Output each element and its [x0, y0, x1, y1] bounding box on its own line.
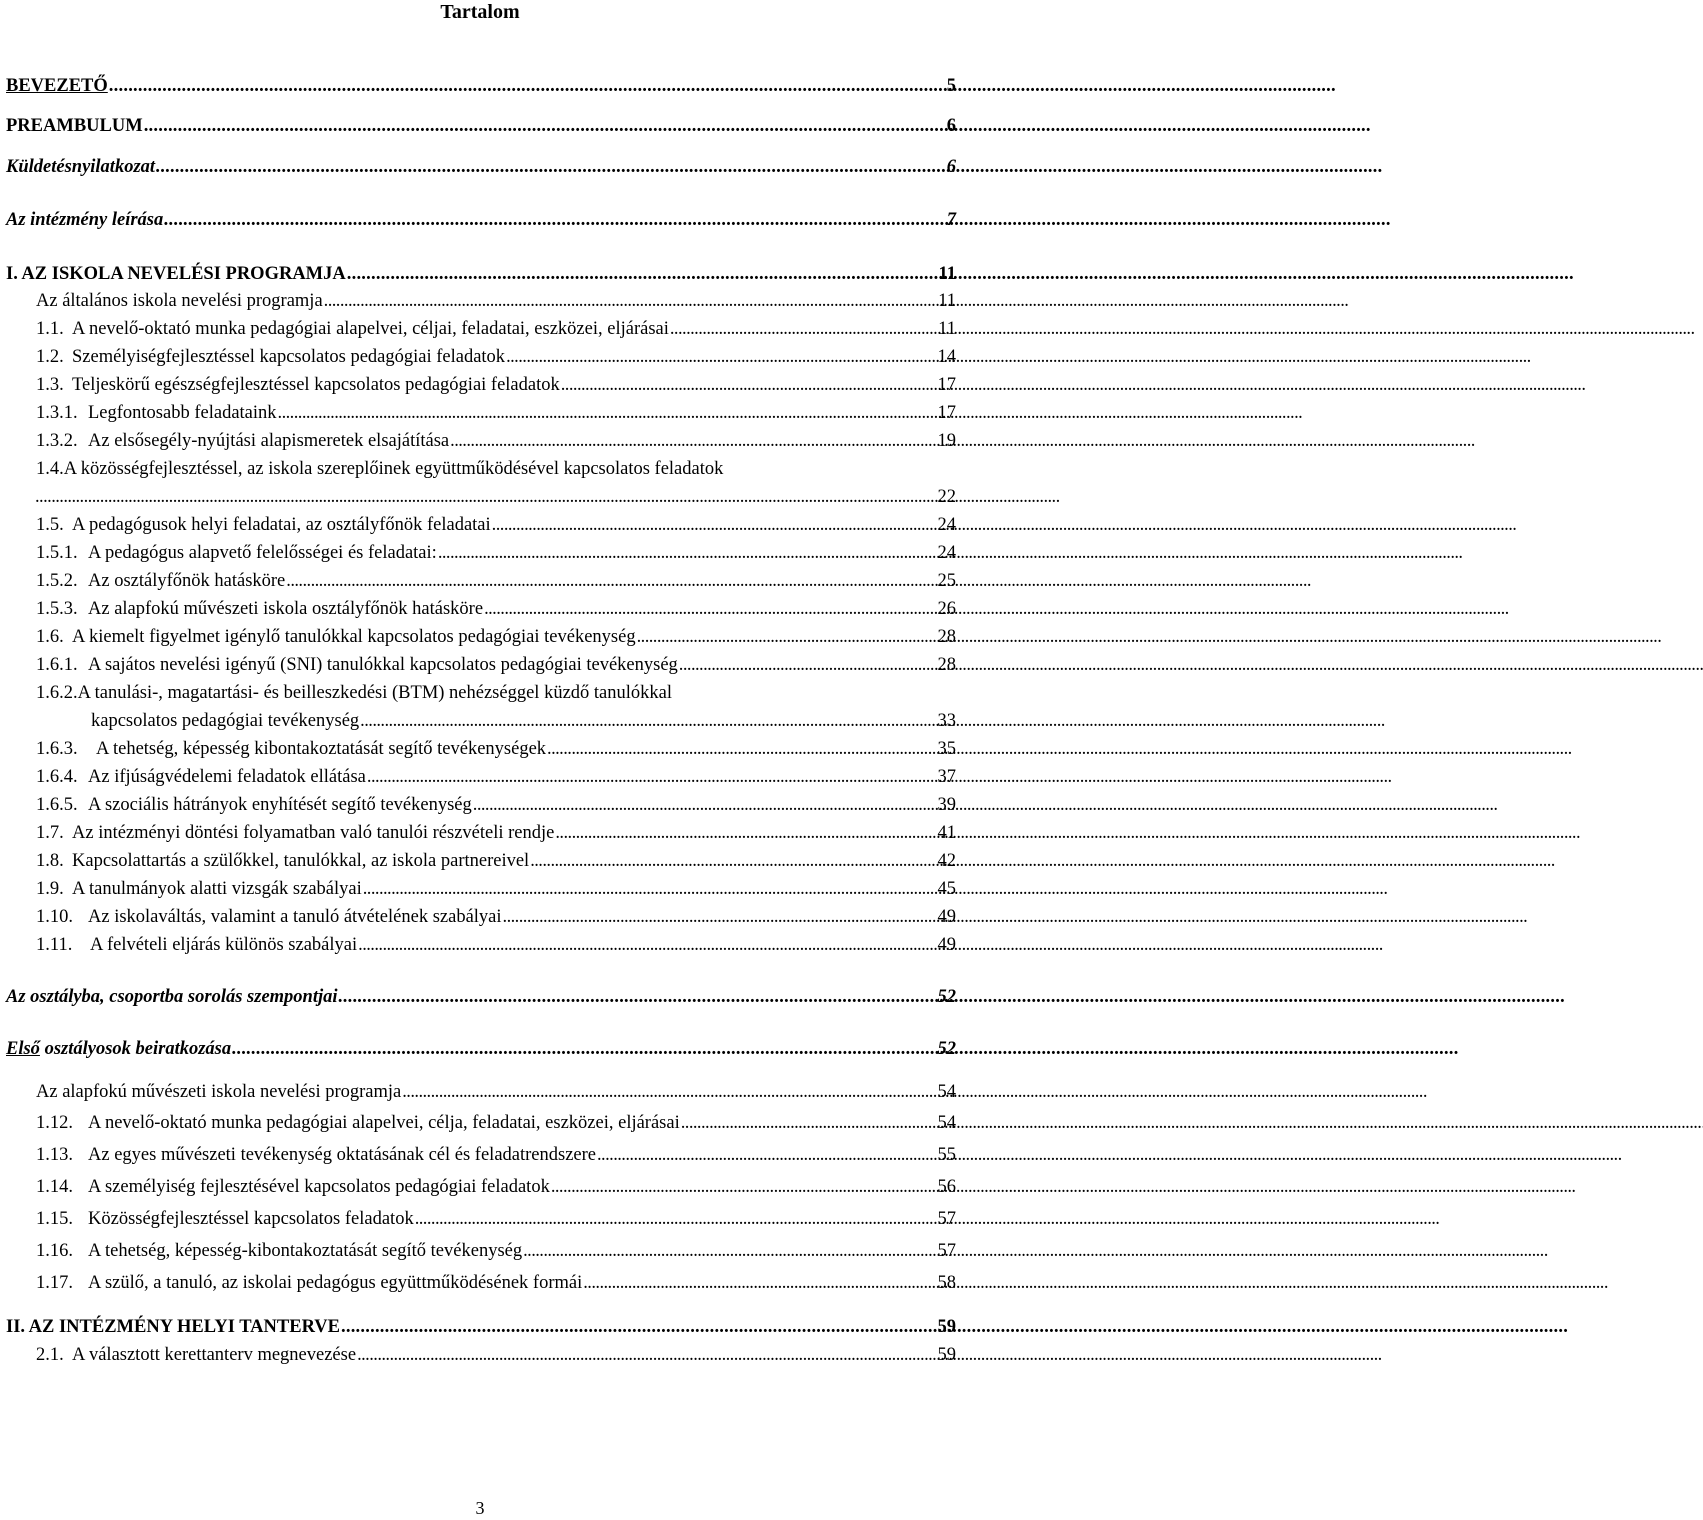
toc-page-number: 22 [937, 487, 956, 507]
toc-entry-text: Az általános iskola nevelési programja [36, 291, 323, 311]
toc-entry-text: Kapcsolattartás a szülőkkel, tanulókkal, az iskola partnereivel [72, 851, 530, 871]
toc-entry-1-14[interactable] [36, 1175, 956, 1199]
toc-leader-dots [358, 933, 936, 957]
toc-page-number: 55 [937, 1145, 956, 1165]
toc-page-number: 54 [937, 1082, 956, 1102]
toc-leader-dots [360, 709, 936, 733]
toc-leader-dots [583, 1271, 936, 1295]
toc-entry-number: 1.5.1. [36, 543, 78, 563]
toc-page-number: 37 [937, 767, 956, 787]
toc-leader-dots [156, 155, 946, 179]
toc-entry-1-6-2-continuation[interactable] [91, 709, 956, 733]
toc-leader-dots [597, 1143, 937, 1167]
toc-leader-dots [530, 849, 936, 873]
toc-entry-number: 1.14. [36, 1177, 73, 1197]
toc-page-number: 35 [937, 739, 956, 759]
toc-leader-dots [402, 1080, 936, 1104]
toc-leader-dots [144, 114, 946, 138]
toc-entry-number: 1.7. [36, 823, 64, 843]
toc-entry-kuldetesnyilatkozat[interactable] [6, 155, 956, 179]
toc-entry-alapfoku-muveszeti[interactable] [36, 1080, 956, 1104]
toc-entry-text: Személyiségfejlesztéssel kapcsolatos pedagógiai feladatok [72, 347, 506, 367]
toc-entry-text: Az iskolaváltás, valamint a tanuló átvételének szabályai [88, 907, 502, 927]
toc-entry-elso-osztalyosok[interactable] [6, 1037, 956, 1061]
toc-entry-text: A tanulmányok alatti vizsgák szabályai [72, 879, 362, 899]
toc-entry-text: Legfontosabb feladataink [88, 403, 277, 423]
toc-leader-dots [363, 877, 937, 901]
toc-entry-text: Az intézmény leírása [6, 210, 164, 230]
toc-entry-1-6-4[interactable] [36, 765, 956, 789]
toc-entry-bevezeto[interactable] [6, 74, 956, 98]
toc-leader-dots [637, 625, 937, 649]
toc-leader-dots [506, 345, 936, 369]
toc-entry-number: 1.3.2. [36, 431, 78, 451]
toc-entry-osztalyba-sorolas[interactable] [6, 985, 956, 1009]
toc-entry-1-4[interactable] [36, 457, 723, 481]
toc-page-number: 52 [937, 987, 956, 1007]
toc-entry-text: A tanulási-, magatartási- és beilleszkedési (BTM) nehézséggel küzdő tanulókkal [77, 683, 673, 703]
toc-entry-number: 1.3.1. [36, 403, 78, 423]
toc-entry-text: Az egyes művészeti tevékenység oktatásának cél és feladatrendszere [88, 1145, 596, 1165]
toc-leader-dots [555, 821, 936, 845]
toc-page-number: 41 [937, 823, 956, 843]
toc-entry-number: 1.6.3. [36, 739, 78, 759]
toc-page-number: 59 [937, 1345, 956, 1365]
toc-entry-1-1[interactable] [36, 317, 956, 341]
toc-entry-text: A felvételi eljárás különös szabályai [90, 935, 358, 955]
toc-entry-number: 1.17. [36, 1273, 73, 1293]
toc-leader-dots [324, 289, 938, 313]
toc-entry-text-underlined: Első [6, 1039, 40, 1059]
toc-entry-text-rest: osztályosok beiratkozása [39, 1039, 232, 1059]
toc-leader-dots [670, 317, 937, 341]
toc-page-number: 57 [937, 1241, 956, 1261]
toc-entry-1-7[interactable] [36, 821, 956, 845]
toc-page-number: 11 [938, 291, 956, 311]
toc-entry-number: 1.6.1. [36, 655, 78, 675]
toc-entry-text: Az alapfokú művészeti iskola osztályfőnök hatásköre [88, 599, 484, 619]
toc-entry-text: A nevelő-oktató munka pedagógiai alapelvei, céljai, feladatai, eszközei, eljárásai [72, 319, 669, 339]
toc-entry-text: A tehetség, képesség kibontakoztatását segítő tevékenységek [96, 739, 547, 759]
toc-leader-dots [450, 429, 936, 453]
toc-entry-text: Küldetésnyilatkozat [6, 157, 156, 177]
toc-entry-text: A nevelő-oktató munka pedagógiai alapelvei, célja, feladatai, eszközei, eljárásai [88, 1113, 680, 1133]
toc-entry-1-15[interactable] [36, 1207, 956, 1231]
toc-leader-dots [286, 569, 936, 593]
toc-entry-1-5[interactable] [36, 513, 956, 537]
toc-entry-text: A szociális hátrányok enyhítését segítő tevékenység [88, 795, 472, 815]
toc-entry-number: 1.16. [36, 1241, 73, 1261]
toc-entry-1-6-5[interactable] [36, 793, 956, 817]
toc-entry-number: 1.11. [36, 935, 73, 955]
toc-entry-1-9[interactable] [36, 877, 956, 901]
toc-leader-dots [415, 1207, 937, 1231]
toc-leader-dots [523, 1239, 936, 1263]
toc-leader-dots [347, 262, 938, 286]
toc-page-number: 49 [937, 907, 956, 927]
toc-entry-text: A kiemelt figyelmet igénylő tanulókkal kapcsolatos pedagógiai tevékenység [72, 627, 636, 647]
toc-entry-1-10[interactable] [36, 905, 956, 929]
toc-entry-1-12[interactable] [36, 1111, 956, 1135]
toc-entry-1-2[interactable] [36, 345, 956, 369]
toc-entry-1-6[interactable] [36, 625, 956, 649]
toc-entry-1-4-continuation[interactable] [34, 485, 956, 509]
toc-page-number: 26 [937, 599, 956, 619]
toc-entry-number: 1.5. [36, 515, 64, 535]
toc-page-number: 7 [946, 210, 956, 230]
toc-entry-text: Az osztályfőnök hatásköre [88, 571, 286, 591]
toc-leader-dots [109, 74, 946, 98]
toc-page-number: 45 [937, 879, 956, 899]
toc-page-number: 28 [937, 655, 956, 675]
toc-leader-dots [473, 793, 937, 817]
toc-entry-number: 1.3. [36, 375, 64, 395]
toc-entry-text: Az ifjúságvédelemi feladatok ellátása [88, 767, 366, 787]
toc-entry-number: 1.4. [36, 459, 64, 479]
toc-page-number: 56 [937, 1177, 956, 1197]
toc-entry-number: 1.2. [36, 347, 64, 367]
toc-entry-text: A sajátos nevelési igényű (SNI) tanulókkal kapcsolatos pedagógiai tevékenység [88, 655, 678, 675]
toc-leader-dots [35, 485, 937, 509]
toc-entry-text: I. AZ ISKOLA NEVELÉSI PROGRAMJA [6, 264, 346, 284]
toc-entry-number: 1.15. [36, 1209, 73, 1229]
toc-leader-dots [341, 1315, 937, 1339]
toc-leader-dots [679, 653, 937, 677]
toc-page-number: 6 [946, 157, 956, 177]
toc-entry-number: 1.6.5. [36, 795, 78, 815]
toc-page-number: 42 [937, 851, 956, 871]
toc-page-number: 39 [937, 795, 956, 815]
toc-page-number: 6 [946, 116, 956, 136]
toc-entry-number: 1.5.2. [36, 571, 78, 591]
toc-page-number: 54 [937, 1113, 956, 1133]
toc-leader-dots [357, 1343, 936, 1367]
toc-entry-text: PREAMBULUM [6, 116, 143, 136]
toc-entry-1-11[interactable] [36, 933, 956, 957]
toc-entry-text [6, 1037, 231, 1061]
toc-leader-dots [681, 1111, 937, 1135]
toc-entry-iskola-nevelesi-program[interactable] [6, 262, 956, 286]
toc-entry-text: A szülő, a tanuló, az iskolai pedagógus együttműködésének formái [88, 1273, 583, 1293]
toc-entry-1-5-1[interactable] [36, 541, 956, 565]
toc-entry-1-17[interactable] [36, 1271, 956, 1295]
toc-leader-dots [503, 905, 937, 929]
toc-entry-altalanos-iskola[interactable] [36, 289, 956, 313]
toc-entry-number: 1.9. [36, 879, 64, 899]
toc-entry-1-3-1[interactable] [36, 401, 956, 425]
toc-entry-1-6-2[interactable] [36, 681, 672, 705]
toc-page-number: 17 [937, 375, 956, 395]
toc-page-number: 28 [937, 627, 956, 647]
toc-entry-text: A pedagógusok helyi feladatai, az osztályfőnök feladatai [72, 515, 491, 535]
toc-page-number: 24 [937, 515, 956, 535]
toc-entry-text: Teljeskörű egészségfejlesztéssel kapcsolatos pedagógiai feladatok [72, 375, 560, 395]
toc-entry-number: 1.6. [36, 627, 64, 647]
toc-entry-number: 1.6.4. [36, 767, 78, 787]
toc-entry-text: A személyiség fejlesztésével kapcsolatos pedagógiai feladatok [88, 1177, 550, 1197]
toc-page-number: 19 [937, 431, 956, 451]
toc-leader-dots [492, 513, 937, 537]
toc-page-number: 17 [937, 403, 956, 423]
toc-page-number: 52 [937, 1039, 956, 1059]
toc-entry-text: A pedagógus alapvető felelősségei és feladatai: [88, 543, 437, 563]
toc-entry-intezmeny-leirasa[interactable] [6, 208, 956, 232]
toc-entry-text-continued: kapcsolatos pedagógiai tevékenység [91, 711, 360, 731]
toc-page-number: 33 [937, 711, 956, 731]
toc-entry-1-8[interactable] [36, 849, 956, 873]
toc-leader-dots [547, 737, 936, 761]
toc-entry-text: Az elsősegély-nyújtási alapismeretek elsajátítása [88, 431, 450, 451]
toc-entry-2-1[interactable] [36, 1343, 956, 1367]
toc-page-number: 25 [937, 571, 956, 591]
toc-page-number: 58 [937, 1273, 956, 1293]
toc-page-number: 14 [937, 347, 956, 367]
toc-entry-1-3[interactable] [36, 373, 956, 397]
toc-page-number: 24 [937, 543, 956, 563]
toc-entry-1-6-1[interactable] [36, 653, 956, 677]
toc-entry-1-16[interactable] [36, 1239, 956, 1263]
toc-page-number: 5 [946, 76, 956, 96]
toc-leader-dots [278, 401, 937, 425]
toc-entry-1-5-2[interactable] [36, 569, 956, 593]
toc-leader-dots [164, 208, 945, 232]
toc-entry-text: A választott kerettanterv megnevezése [72, 1345, 357, 1365]
page-number: 3 [475, 1498, 485, 1518]
toc-entry-text: II. AZ INTÉZMÉNY HELYI TANTERVE [6, 1317, 340, 1337]
toc-leader-dots [561, 373, 937, 397]
toc-entry-text: Az intézményi döntési folyamatban való tanulói részvételi rendje [72, 823, 555, 843]
toc-entry-text: BEVEZETŐ [6, 76, 108, 96]
toc-page-number: 57 [937, 1209, 956, 1229]
toc-entry-number: 1.13. [36, 1145, 73, 1165]
toc-entry-1-5-3[interactable] [36, 597, 956, 621]
toc-entry-1-6-3[interactable] [36, 737, 956, 761]
toc-entry-text: Az osztályba, csoportba sorolás szempontjai [6, 987, 338, 1007]
toc-page-number: 59 [937, 1317, 956, 1337]
toc-leader-dots [339, 985, 937, 1009]
toc-entry-preambulum[interactable] [6, 114, 956, 138]
toc-entry-number: 1.1. [36, 319, 64, 339]
toc-entry-1-13[interactable] [36, 1143, 956, 1167]
toc-leader-dots [438, 541, 937, 565]
toc-entry-text: A tehetség, képesség-kibontakoztatását segítő tevékenység [88, 1241, 523, 1261]
toc-entry-helyi-tanterv[interactable] [6, 1315, 956, 1339]
toc-entry-number: 1.8. [36, 851, 64, 871]
toc-entry-number: 1.5.3. [36, 599, 78, 619]
toc-entry-number: 1.12. [36, 1113, 73, 1133]
toc-entry-text: Közösségfejlesztéssel kapcsolatos feladatok [88, 1209, 414, 1229]
toc-leader-dots [551, 1175, 937, 1199]
toc-page-number: 11 [938, 264, 956, 284]
page-title: Tartalom [440, 1, 520, 23]
toc-page-number: 49 [937, 935, 956, 955]
toc-entry-number: 2.1. [36, 1345, 64, 1365]
toc-entry-text: A közösségfejlesztéssel, az iskola szereplőinek együttműködésével kapcsolatos feladatok [63, 459, 724, 479]
toc-entry-number: 1.6.2. [36, 683, 78, 703]
toc-entry-1-3-2[interactable] [36, 429, 956, 453]
toc-leader-dots [484, 597, 936, 621]
toc-page-number: 11 [938, 319, 956, 339]
toc-leader-dots [232, 1037, 936, 1061]
toc-leader-dots [367, 765, 937, 789]
toc-entry-text: Az alapfokú művészeti iskola nevelési programja [36, 1082, 402, 1102]
toc-entry-number: 1.10. [36, 907, 73, 927]
